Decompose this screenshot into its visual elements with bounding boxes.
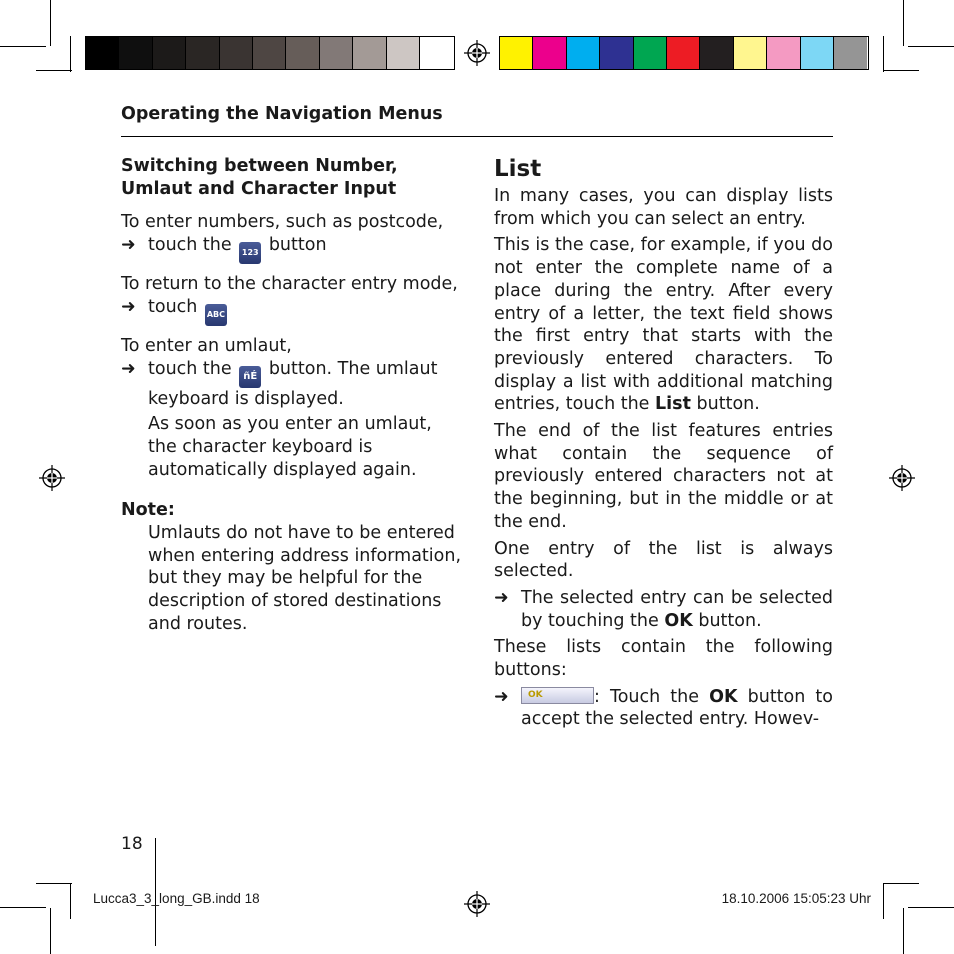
instruction-step	[121, 234, 461, 264]
crop-mark	[883, 883, 919, 884]
process-swatch	[834, 37, 867, 69]
crop-mark	[908, 907, 954, 908]
crop-mark	[36, 70, 72, 71]
left-column	[121, 155, 461, 645]
crop-mark	[903, 908, 904, 954]
step-text: button to accept the selected entry. Howev-	[521, 686, 833, 730]
process-swatch	[500, 37, 533, 69]
crop-mark	[70, 883, 71, 919]
process-swatch	[767, 37, 800, 69]
instruction-step	[494, 686, 833, 731]
paragraph: In many cases, you can display lists from which you can select an entry.	[494, 186, 833, 229]
crop-mark	[50, 0, 51, 46]
right-column	[494, 155, 833, 731]
footer-filename: Lucca3_3_long_GB.indd 18	[93, 891, 260, 906]
crop-mark	[0, 46, 46, 47]
page-number: 18	[121, 834, 143, 854]
paragraph: One entry of the list is always selected.	[494, 538, 833, 582]
step-text: touch the	[148, 358, 232, 379]
crop-mark	[0, 907, 46, 908]
crop-mark	[50, 908, 51, 954]
crop-mark	[883, 36, 884, 72]
crop-mark	[883, 70, 919, 71]
instruction-step	[494, 587, 833, 632]
note-text: Umlauts do not have to be entered when entering address information, but they may be helpful for the description of stored destinations and routes.	[148, 523, 462, 634]
step-text: button. The umlaut keyboard is displayed.	[148, 358, 438, 409]
ok-button-label: OK	[528, 689, 543, 700]
process-swatch	[801, 37, 834, 69]
process-swatch	[533, 37, 566, 69]
registration-mark-icon	[464, 891, 490, 917]
gray-swatch	[153, 37, 186, 69]
running-header: Operating the Navigation Menus	[121, 104, 443, 124]
paragraph: To return to the character entry mode,	[121, 274, 458, 295]
section-title: List	[494, 156, 542, 182]
step-note: As soon as you enter an umlaut, the character keyboard is automatically displayed again.	[148, 414, 432, 480]
step-text: button.	[698, 610, 762, 631]
paragraph: To enter numbers, such as postcode,	[121, 212, 444, 233]
process-swatch	[600, 37, 633, 69]
arrow-icon: ➜	[494, 587, 509, 608]
gray-swatch	[253, 37, 286, 69]
footer-timestamp: 18.10.2006 15:05:23 Uhr	[721, 891, 871, 906]
crop-mark	[36, 883, 72, 884]
arrow-icon: ➜	[121, 235, 136, 256]
characters-button-icon: ABC	[205, 304, 227, 326]
paragraph: These lists contain the following buttons:	[494, 637, 833, 681]
paragraph-text: button.	[696, 394, 760, 415]
gray-swatch	[286, 37, 319, 69]
crop-mark	[908, 46, 954, 47]
list-button-reference: List	[655, 394, 691, 415]
ok-reference: OK	[664, 610, 693, 631]
gray-swatch	[86, 37, 119, 69]
instruction-step	[121, 358, 461, 411]
crop-mark	[883, 883, 884, 919]
step-text: touch	[148, 296, 198, 317]
gray-swatch	[420, 37, 453, 69]
process-swatch	[634, 37, 667, 69]
registration-mark-icon	[39, 465, 65, 491]
numbers-button-icon: 123	[239, 242, 261, 264]
arrow-icon: ➜	[494, 686, 509, 707]
paragraph	[494, 234, 833, 416]
step-text: button	[268, 235, 327, 256]
crop-mark	[903, 0, 904, 46]
process-color-bar	[499, 36, 869, 70]
instruction-step	[121, 296, 461, 326]
paragraph-text: This is the case, for example, if you do not enter the complete name of a place during the entry. After every entry of a letter, the text field shows the first entry that starts with the previously entered characters. To display a list with additional matching entries, touch the	[494, 235, 833, 415]
crop-mark	[70, 36, 71, 72]
paragraph: The end of the list features entries what contain the sequence of previously entered characters not at the beginning, but in the middle or at the end.	[494, 421, 833, 532]
paragraph: To enter an umlaut,	[121, 335, 292, 356]
gray-swatch	[387, 37, 420, 69]
section-heading: Switching between Number, Umlaut and Character Input	[121, 156, 398, 199]
arrow-icon: ➜	[121, 358, 136, 379]
umlaut-button-icon: ñÉ	[239, 366, 261, 388]
registration-mark-icon	[464, 40, 490, 66]
header-rule	[121, 136, 833, 137]
gray-swatch	[220, 37, 253, 69]
process-swatch	[667, 37, 700, 69]
ok-button-icon	[521, 687, 594, 704]
registration-mark-icon	[889, 465, 915, 491]
process-swatch	[567, 37, 600, 69]
gray-swatch	[353, 37, 386, 69]
arrow-icon: ➜	[121, 296, 136, 317]
note-label: Note:	[121, 500, 175, 521]
gray-color-bar	[85, 36, 455, 70]
step-text: : Touch the	[594, 686, 699, 707]
gray-swatch	[186, 37, 219, 69]
gray-swatch	[320, 37, 353, 69]
gray-swatch	[119, 37, 152, 69]
step-text: touch the	[148, 235, 232, 256]
ok-reference: OK	[709, 686, 738, 707]
step-text: The selected entry can be selected by touching the	[521, 587, 833, 631]
process-swatch	[734, 37, 767, 69]
process-swatch	[700, 37, 733, 69]
